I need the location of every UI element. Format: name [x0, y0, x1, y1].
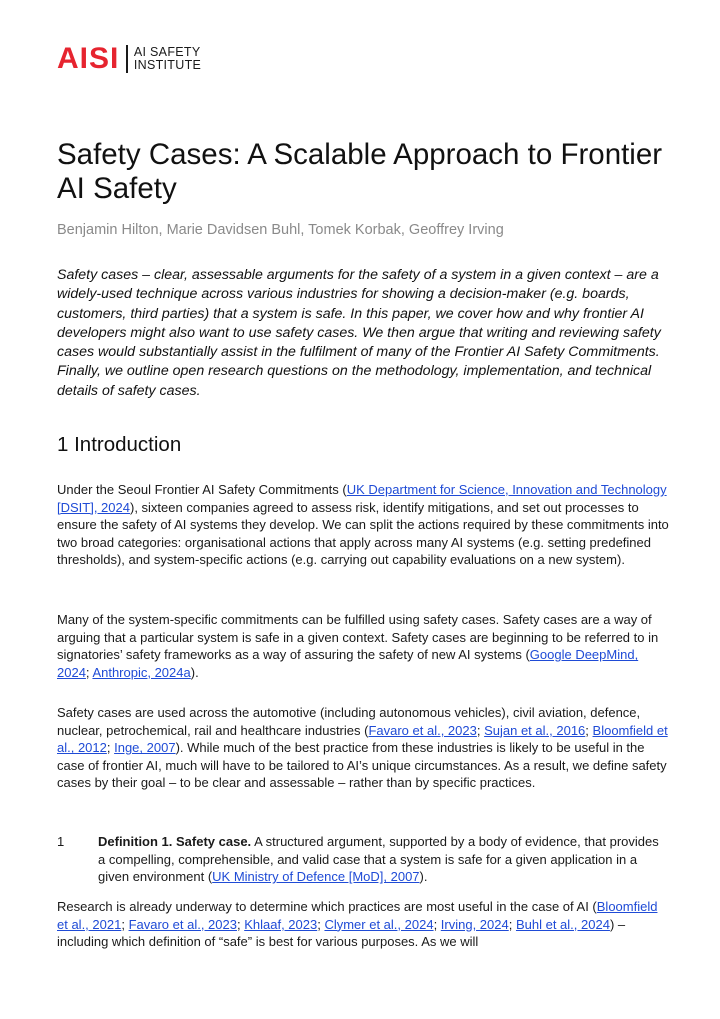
abstract: Safety cases – clear, assessable arguments for the safety of a system in a given context – are a widely-used technique across various industries for showing a decision-maker (e.g. boards, customers, third parties) that a system is safe. In this paper, we cover how and why frontier AI developers might also want to use safety cases. We then argue that writing and reviewing safety cases would substantially assist in the fulfilment of many of the Frontier AI Safety Commitments. Finally, we outline open research questions on the methodology, implementation, and technical details of safety cases. [57, 267, 661, 399]
definition-number: 1 [57, 834, 65, 849]
paragraph-3 [57, 704, 669, 792]
author-list: Benjamin Hilton, Marie Davidsen Buhl, Tomek Korbak, Geoffrey Irving [57, 222, 504, 238]
citation-link[interactable]: Favaro et al., 2023 [128, 916, 237, 932]
text-run: Research is already underway to determine which practices are most useful in the case of AI ( [57, 899, 597, 914]
text-run: ; [508, 916, 516, 932]
text-run: ; [106, 740, 115, 756]
citation-link[interactable]: Buhl et al., 2024 [515, 916, 610, 932]
paper-title: Safety Cases: A Scalable Approach to Frontier AI Safety [57, 138, 663, 205]
logo-line-1: AI SAFETY [133, 45, 201, 59]
text-run: A structured argument, supported by a body of evidence, that provides a compelling, comprehensible, and valid case that a system is safe for a given application in a given environment ( [98, 834, 659, 885]
paragraph-4 [57, 898, 669, 951]
citation-link[interactable]: Google DeepMind, 2024 [57, 647, 639, 680]
text-run: ; [476, 722, 485, 738]
citation-link[interactable]: Anthropic, 2024a [92, 664, 191, 680]
text-run: ; [317, 916, 325, 932]
text-run: ; [433, 916, 441, 932]
logo-line-2: INSTITUTE [133, 58, 202, 72]
definition-label: Definition 1. Safety case. [98, 834, 252, 849]
section-heading: 1 Introduction [57, 433, 182, 456]
text-run: ) – including which definition of “safe” is best for various purposes. As we will [57, 916, 626, 950]
citation-link[interactable]: Sujan et al., 2016 [484, 722, 586, 738]
citation-link[interactable]: UK Department for Science, Innovation and Technology [DSIT], 2024 [57, 482, 667, 515]
text-run: ; [85, 664, 93, 680]
text-run: ). While much of the best practice from these industries is likely to be useful in the case of frontier AI, much will have to be tailored to AI’s unique circumstances. As a result, we define safety cases by their goal – to be clear and assessable – rather than by specific practices. [57, 740, 667, 791]
logo-wordmark [134, 46, 201, 72]
text-run: ), sixteen companies agreed to assess risk, identify mitigations, and set out processes to ensure the safety of AI systems they develop. We can split the actions required by these commitments into two broad categories: organisational actions that apply across many AI systems (e.g. setting predefined thresholds), and system-specific actions (e.g. carrying out capability evaluations on a new system). [57, 499, 669, 568]
text-run: ; [585, 722, 593, 738]
paragraph-2 [57, 611, 669, 681]
definition-block [57, 833, 669, 886]
text-run: ). [419, 869, 428, 885]
citation-link[interactable]: UK Ministry of Defence [MoD], 2007 [212, 869, 420, 885]
citation-link[interactable]: Favaro et al., 2023 [368, 722, 477, 738]
text-run: Many of the system-specific commitments can be fulfilled using safety cases. Safety cases are a way of arguing that a particular system is safe in a given context. Safety cases are beginning to be referred to in signatories’ safety frameworks as a way of assuring the safety of new AI systems ( [57, 612, 659, 663]
citation-link[interactable]: Clymer et al., 2024 [324, 916, 434, 932]
citation-link[interactable]: Khlaaf, 2023 [244, 916, 318, 932]
citation-link[interactable]: Bloomfield et al., 2012 [57, 722, 668, 756]
text-run: ). [190, 664, 199, 680]
aisi-logo [57, 44, 201, 74]
text-run: Under the Seoul Frontier AI Safety Commitments ( [57, 482, 347, 497]
paragraph-1 [57, 481, 669, 569]
logo-divider [126, 45, 128, 73]
text-run: ; [236, 916, 245, 932]
citation-link[interactable]: Inge, 2007 [114, 740, 176, 756]
text-run: Safety cases are used across the automotive (including autonomous vehicles), civil aviation, defence, nuclear, petrochemical, rail and healthcare industries ( [57, 705, 641, 738]
text-run: ; [121, 916, 129, 932]
logo-mark: AISI [57, 42, 120, 75]
citation-link[interactable]: Bloomfield et al., 2021 [57, 899, 658, 932]
citation-link[interactable]: Irving, 2024 [440, 916, 509, 932]
